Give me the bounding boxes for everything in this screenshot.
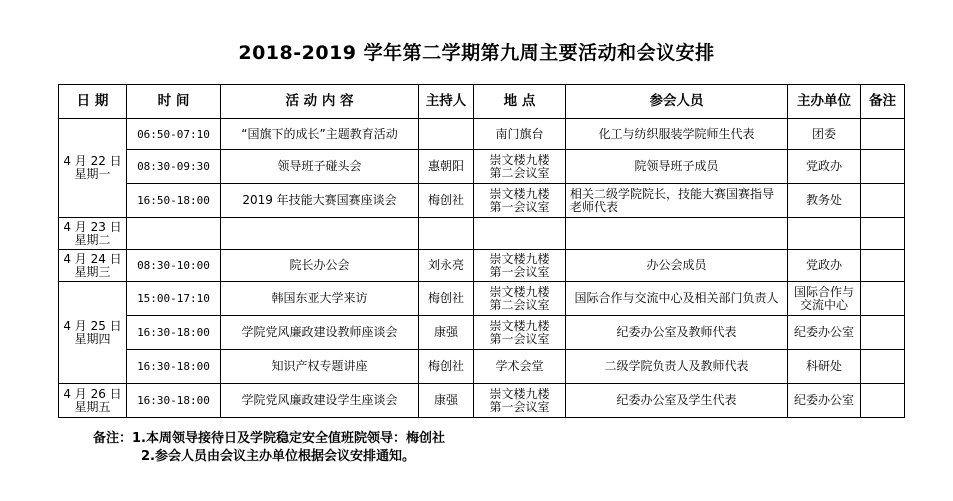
date-cell-tuesday: 4 月 23 日 星期二 [59,218,127,250]
place-cell [474,218,566,250]
header-place: 地 点 [474,85,566,119]
host-cell: 梅创社 [419,282,474,316]
table-row [59,150,905,184]
table-row [59,316,905,350]
host-cell: 康强 [419,384,474,418]
host-cell: 梅创社 [419,184,474,218]
header-activity: 活 动 内 容 [221,85,419,119]
time-cell: 16:50-18:00 [127,184,221,218]
date-cell-monday: 4 月 22 日 星期一 [59,119,127,218]
activity-cell: 学院党风廉政建设教师座谈会 [221,316,419,350]
activity-cell [221,218,419,250]
attendees-cell: 国际合作与交流中心及相关部门负责人 [566,282,788,316]
place-cell: 崇文楼九楼 第一会议室 [474,316,566,350]
host-cell [419,119,474,150]
remark-cell [861,384,905,418]
header-date: 日 期 [59,85,127,119]
host-cell: 惠朝阳 [419,150,474,184]
host-cell [419,218,474,250]
header-row [59,85,905,119]
header-attendees: 参会人员 [566,85,788,119]
organizer-cell: 科研处 [788,350,861,384]
activity-cell: “国旗下的成长”主题教育活动 [221,119,419,150]
date-cell-wednesday: 4 月 24 日 星期三 [59,250,127,282]
time-cell: 16:30-18:00 [127,316,221,350]
organizer-cell: 党政办 [788,250,861,282]
note-line-2: 2.参会人员由会议主办单位根据会议安排通知。 [141,449,415,464]
header-remark: 备注 [861,85,905,119]
place-cell: 崇文楼九楼 第二会议室 [474,150,566,184]
place-cell: 崇文楼九楼 第一会议室 [474,250,566,282]
time-cell: 06:50-07:10 [127,119,221,150]
date-cell-thursday: 4 月 25 日 星期四 [59,282,127,384]
place-cell: 崇文楼九楼 第二会议室 [474,282,566,316]
organizer-cell: 国际合作与 交流中心 [788,282,861,316]
remark-cell [861,218,905,250]
remark-cell [861,119,905,150]
attendees-cell: 相关二级学院院长，技能大赛国赛指导老师代表 [566,184,788,218]
attendees-cell [566,218,788,250]
header-organizer: 主办单位 [788,85,861,119]
attendees-cell: 院领导班子成员 [566,150,788,184]
table-row [59,250,905,282]
activity-cell: 领导班子碰头会 [221,150,419,184]
table-row [59,218,905,250]
activity-cell: 知识产权专题讲座 [221,350,419,384]
organizer-cell: 纪委办公室 [788,384,861,418]
remark-cell [861,316,905,350]
place-cell: 南门旗台 [474,119,566,150]
time-cell: 16:30-18:00 [127,350,221,384]
date-cell-friday: 4 月 26 日 星期五 [59,384,127,418]
place-cell: 崇文楼九楼 第一会议室 [474,184,566,218]
place-cell: 学术会堂 [474,350,566,384]
organizer-cell: 党政办 [788,150,861,184]
organizer-cell: 纪委办公室 [788,316,861,350]
time-cell: 08:30-10:00 [127,250,221,282]
note-line-1: 备注：1.本周领导接待日及学院稳定安全值班院领导：梅创社 [93,431,445,446]
remark-cell [861,150,905,184]
schedule-table [58,84,905,418]
table-row [59,282,905,316]
time-cell [127,218,221,250]
page-title: 2018-2019 学年第二学期第九周主要活动和会议安排 [238,42,715,64]
attendees-cell: 办公会成员 [566,250,788,282]
activity-cell: 院长办公会 [221,250,419,282]
host-cell: 刘永亮 [419,250,474,282]
organizer-cell [788,218,861,250]
header-host: 主持人 [419,85,474,119]
remark-cell [861,184,905,218]
host-cell: 梅创社 [419,350,474,384]
organizer-cell: 团委 [788,119,861,150]
table-row [59,350,905,384]
time-cell: 08:30-09:30 [127,150,221,184]
host-cell: 康强 [419,316,474,350]
remark-cell [861,350,905,384]
header-time: 时 间 [127,85,221,119]
organizer-cell: 教务处 [788,184,861,218]
time-cell: 15:00-17:10 [127,282,221,316]
attendees-cell: 二级学院负责人及教师代表 [566,350,788,384]
time-cell: 16:30-18:00 [127,384,221,418]
table-row [59,119,905,150]
remark-cell [861,282,905,316]
attendees-cell: 纪委办公室及学生代表 [566,384,788,418]
attendees-cell: 化工与纺织服装学院师生代表 [566,119,788,150]
place-cell: 崇文楼九楼 第一会议室 [474,384,566,418]
remark-cell [861,250,905,282]
table-row [59,184,905,218]
attendees-cell: 纪委办公室及教师代表 [566,316,788,350]
activity-cell: 韩国东亚大学来访 [221,282,419,316]
activity-cell: 2019 年技能大赛国赛座谈会 [221,184,419,218]
activity-cell: 学院党风廉政建设学生座谈会 [221,384,419,418]
table-row [59,384,905,418]
